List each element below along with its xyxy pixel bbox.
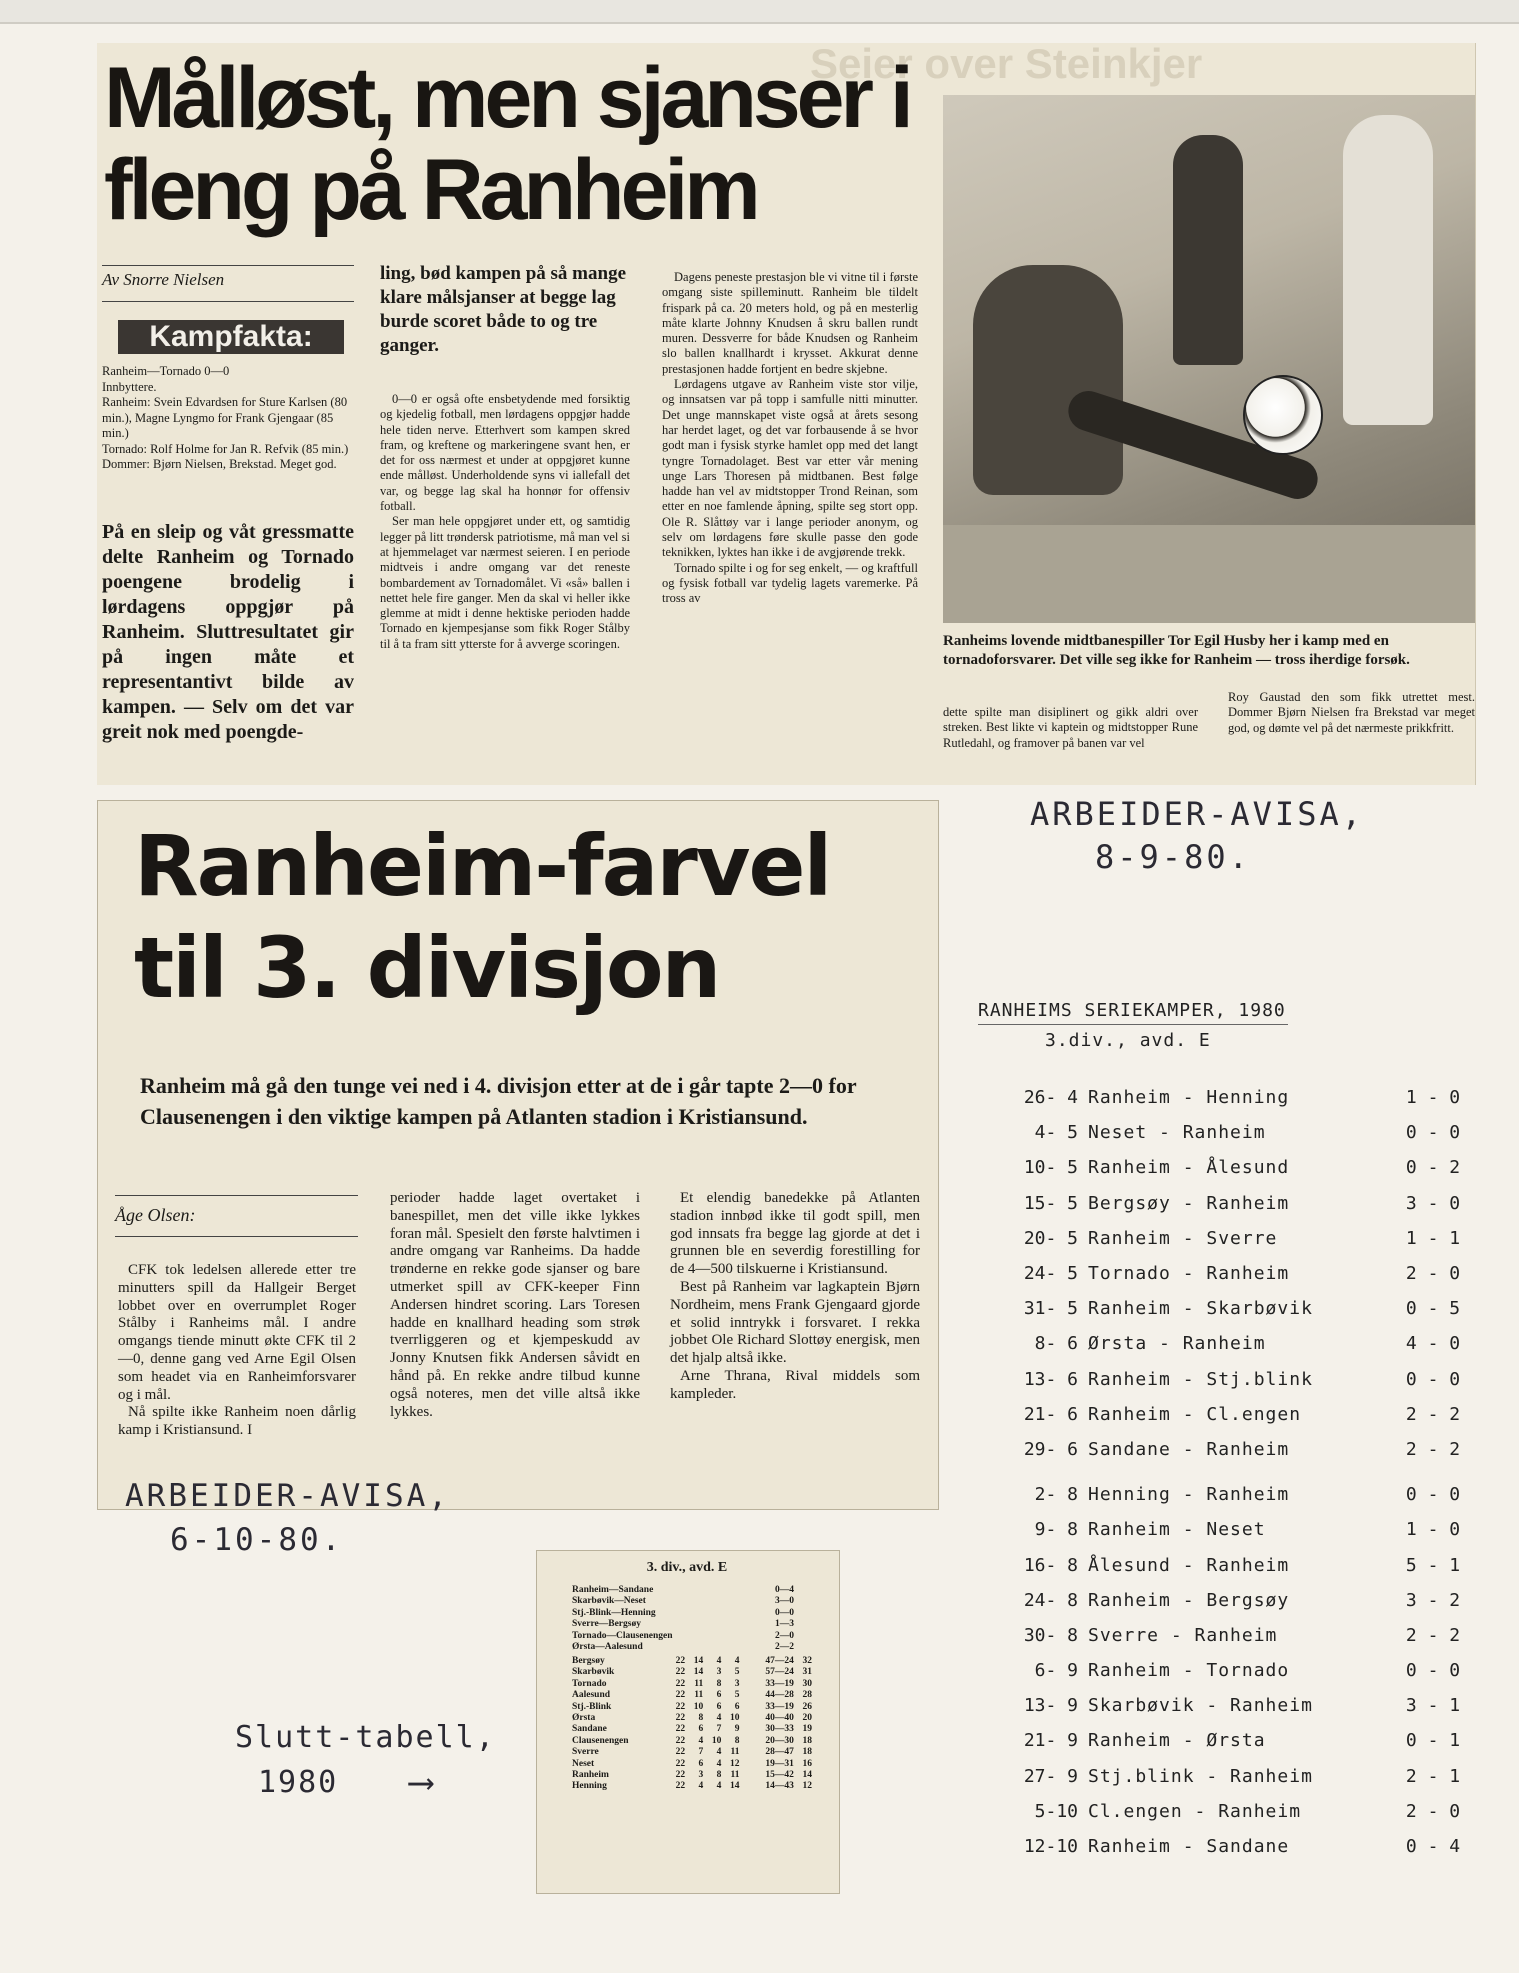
schedule-date: 30- 8 [1023, 1624, 1078, 1646]
paragraph: Dagens peneste prestasjon ble vi vitne til i første omgang siste spilleminutt. Ranheim ble tildelt frispark på ca. 20 meters hold, og på en mesterlig måte klarte Johnny Knudsen å skru ballen rundt muren. Dessverre for både Knudsen og Ranheim slo ballen knallhardt i krysset. Akkurat denne prestasjonen hadde fortjent en bedre skjebne. [662, 270, 918, 376]
standings-d: 10 [711, 1735, 722, 1746]
standings-l: 5 [734, 1690, 740, 1701]
standings-pts: 26 [802, 1701, 812, 1712]
standings-row [572, 1656, 812, 1667]
schedule-date: 27- 9 [1023, 1765, 1078, 1787]
standings-d: 4 [716, 1713, 722, 1724]
schedule-match: Ranheim - Henning [1088, 1087, 1290, 1109]
schedule-date: 4- 5 [1034, 1122, 1078, 1144]
standings-team: Aalesund [572, 1690, 611, 1701]
article-2-column-1 [118, 1262, 356, 1440]
ghost-heading: Seier over Steinkjer [810, 40, 1203, 87]
scan-top-edge [0, 0, 1519, 24]
result-row [572, 1642, 794, 1653]
schedule-match: Ranheim - Sverre [1088, 1227, 1278, 1249]
standings-team: Ørsta [572, 1713, 596, 1724]
result-row [572, 1608, 794, 1619]
schedule-date: 13- 6 [1023, 1368, 1078, 1390]
schedule-score: 1 - 1 [1405, 1227, 1461, 1249]
schedule-spacer [978, 1467, 1478, 1477]
standings-team: Sverre [572, 1747, 599, 1758]
schedule-score: 0 - 0 [1405, 1368, 1461, 1390]
score: 3—0 [775, 1596, 794, 1607]
standings-row [572, 1679, 812, 1690]
schedule-score: 3 - 2 [1405, 1589, 1461, 1611]
divider [115, 1236, 358, 1237]
photo-player-foreground [973, 265, 1123, 495]
schedule-match: Ranheim - Skarbøvik [1088, 1298, 1313, 1320]
standings-w: 6 [698, 1724, 704, 1735]
standings-pts: 12 [802, 1781, 812, 1792]
handwritten-source: ARBEIDER-AVISA, [1030, 795, 1364, 833]
standings-row [572, 1713, 812, 1724]
standings-row [572, 1724, 812, 1735]
league-table [572, 1656, 812, 1793]
schedule-row [978, 1723, 1478, 1758]
handwritten-label: Slutt-tabell, [235, 1720, 496, 1755]
schedule-date: 26- 4 [1023, 1087, 1078, 1109]
photo-player-light [1343, 115, 1433, 425]
paragraph: 0—0 er også ofte ensbetydende med forsiktig og kjedelig fotball, men lørdagens oppgjør hadde hele tiden nerve. Etterhvert som kampen skred fram, og kreftene og markeringene svant hen, er det for oss nærmest et under at oppgjøret kunne ende målløst. Underholdende syns vi iallefall det var, og begge lag skal ha honnør for offensiv fotball. [380, 392, 630, 514]
standings-l: 8 [734, 1735, 740, 1746]
kampfakta-line: Ranheim—Tornado 0—0 [102, 364, 230, 378]
schedule-score: 2 - 2 [1405, 1624, 1461, 1646]
schedule-row [978, 1477, 1478, 1512]
standings-d: 3 [716, 1667, 722, 1678]
match: Stj.-Blink—Henning [572, 1607, 656, 1618]
paragraph: Arne Thrana, Rival middels som kampleder. [670, 1367, 920, 1402]
article-1-column-2 [380, 392, 630, 652]
article-2-byline: Åge Olsen: [115, 1205, 196, 1225]
standings-goals: 33—19 [765, 1678, 794, 1689]
standings-l: 3 [734, 1678, 740, 1689]
article-2-lead: Ranheim må gå den tunge vei ned i 4. divisjon etter at de i går tapte 2—0 for Clausenengen i den viktige kampen på Atlanten stadion i Kristiansund. [140, 1073, 857, 1129]
standings-w: 4 [698, 1735, 704, 1746]
schedule-match: Ranheim - Stj.blink [1088, 1368, 1313, 1390]
schedule-date: 29- 6 [1023, 1438, 1078, 1460]
standings-l: 9 [734, 1724, 740, 1735]
kampfakta-label: Kampfakta: [118, 320, 344, 354]
divider [102, 265, 354, 266]
schedule-match: Neset - Ranheim [1088, 1122, 1266, 1144]
schedule-date: 16- 8 [1023, 1554, 1078, 1576]
schedule-score: 2 - 2 [1405, 1403, 1461, 1425]
standings-goals: 30—33 [765, 1724, 794, 1735]
standings-team: Tornado [572, 1678, 607, 1689]
standings-l: 12 [730, 1758, 740, 1769]
schedule-score: 5 - 1 [1405, 1554, 1461, 1576]
schedule-date: 2- 8 [1034, 1484, 1078, 1506]
schedule-score: 1 - 0 [1405, 1519, 1461, 1541]
schedule-row [978, 1291, 1478, 1326]
kampfakta-line: Ranheim: Svein Edvardsen for Sture Karlsen (80 min.), Magne Lyngmo for Frank Gjengaar (85 min.) [102, 395, 348, 440]
schedule-row [978, 1080, 1478, 1115]
standings-p: 22 [675, 1701, 686, 1712]
result-row [572, 1585, 794, 1596]
standings-p: 22 [675, 1747, 686, 1758]
kampfakta-line: Tornado: Rolf Holme for Jan R. Refvik (85 min.) [102, 441, 349, 456]
standings-team: Ranheim [572, 1770, 609, 1781]
paragraph: Lørdagens utgave av Ranheim viste stor vilje, og innsatsen var på topp i samfulle nitti minutter. Det unge mannskapet viste også at årets sesong har herdet laget, og det var forbausende å se hvor godt man i fysisk styrke hamlet opp med det langt tyngre Tornadolaget. Best var etter vår mening unge Lars Thoresen på midtbanen. Best følge hadde han vel av midtstopper Trond Reinan, som etter en noe famlende åpning, spilte seg stort opp. Ole R. Slåttøy var i lange perioder anonym, og selv om lørdagens føre skulle passe den gode teknikken, lyktes han ikke i de avgjørende trekk. [662, 377, 918, 560]
paragraph: CFK tok ledelsen allerede etter tre minutters spill da Hallgeir Berget lobbet over en overrumplet Roger Stålby i Ranheims mål. I andre omgangs tiende minutt økte CFK til 2—0, denne gang ved Arne Egil Olsen som headet via en Ranheimforsvarer og i mål. [118, 1262, 356, 1403]
schedule-date: 6- 9 [1034, 1660, 1078, 1682]
standings-goals: 14—43 [765, 1781, 794, 1792]
schedule-date: 13- 9 [1023, 1695, 1078, 1717]
standings-pts: 16 [802, 1758, 812, 1769]
standings-team: Neset [572, 1758, 595, 1769]
standings-pts: 28 [802, 1690, 812, 1701]
schedule-row [978, 1512, 1478, 1547]
photo-ground [943, 525, 1475, 623]
paragraph: Best på Ranheim var lagkaptein Bjørn Nordheim, mens Frank Gjengaard gjorde et solid inntrykk i forsvaret. I rekka jobbet Ole Richard Slottøy energisk, men det hjalp altså ikke. [670, 1278, 920, 1367]
standings-row [572, 1736, 812, 1747]
schedule-date: 31- 5 [1023, 1298, 1078, 1320]
kampfakta-line: Dommer: Bjørn Nielsen, Brekstad. Meget god. [102, 457, 337, 471]
standings-p: 22 [675, 1735, 686, 1746]
standings-goals: 44—28 [765, 1690, 794, 1701]
standings-w: 11 [694, 1690, 704, 1701]
schedule-score: 0 - 0 [1405, 1660, 1461, 1682]
round-results [572, 1585, 794, 1653]
standings-p: 22 [675, 1656, 686, 1666]
schedule-score: 2 - 0 [1405, 1800, 1461, 1822]
schedule-date: 20- 5 [1023, 1227, 1078, 1249]
schedule-match: Ranheim - Neset [1088, 1519, 1266, 1541]
schedule-row [978, 1256, 1478, 1291]
match: Tornado—Clausenengen [572, 1630, 673, 1641]
photo-caption: Ranheims lovende midtbanespiller Tor Egil Husby her i kamp med en tornadoforsvarer. Det ville seg ikke for Ranheim — tross iherdige forsøk. [943, 633, 1410, 668]
schedule-row [978, 1829, 1478, 1864]
standings-row [572, 1690, 812, 1701]
match: Sverre—Bergsøy [572, 1619, 641, 1630]
standings-pts: 18 [802, 1735, 812, 1746]
standings-team: Bergsøy [572, 1656, 605, 1666]
article-1-column-3 [662, 270, 918, 607]
standings-d: 8 [716, 1770, 722, 1781]
schedule-date: 21- 6 [1023, 1403, 1078, 1425]
schedule-score: 2 - 1 [1405, 1765, 1461, 1787]
schedule-match: Henning - Ranheim [1088, 1484, 1290, 1506]
standings-l: 5 [734, 1667, 740, 1678]
standings-d: 4 [716, 1781, 722, 1792]
handwritten-date: 8-9-80. [1095, 838, 1251, 876]
schedule-score: 0 - 2 [1405, 1157, 1461, 1179]
result-row [572, 1596, 794, 1607]
schedule-row [978, 1186, 1478, 1221]
standings-d: 4 [716, 1758, 722, 1769]
match: Ørsta—Aalesund [572, 1642, 643, 1653]
divider [102, 301, 354, 302]
schedule-score: 3 - 1 [1405, 1695, 1461, 1717]
schedule-score: 2 - 2 [1405, 1438, 1461, 1460]
standings-pts: 19 [802, 1724, 812, 1735]
match: Ranheim—Sandane [572, 1585, 654, 1595]
schedule-row [978, 1150, 1478, 1185]
standings-l: 4 [734, 1656, 740, 1666]
standings-l: 10 [730, 1713, 740, 1724]
schedule-row [978, 1583, 1478, 1618]
schedule-score: 0 - 5 [1405, 1298, 1461, 1320]
schedule-score: 0 - 1 [1405, 1730, 1461, 1752]
schedule-date: 8- 6 [1034, 1333, 1078, 1355]
standings-row [572, 1759, 812, 1770]
article-1-byline: Av Snorre Nielsen [102, 270, 225, 289]
article-2-column-2 [390, 1190, 640, 1421]
schedule-row [978, 1794, 1478, 1829]
schedule-date: 15- 5 [1023, 1192, 1078, 1214]
standings-d: 4 [716, 1656, 722, 1666]
schedule-match: Sverre - Ranheim [1088, 1624, 1278, 1646]
standings-team: Henning [572, 1781, 607, 1792]
handwritten-label: 1980 [258, 1765, 339, 1800]
standings-d: 7 [716, 1724, 722, 1735]
standings-team: Skarbøvik [572, 1667, 615, 1678]
standings-w: 10 [693, 1701, 704, 1712]
schedule-score: 3 - 0 [1405, 1192, 1461, 1214]
kampfakta-text [102, 364, 357, 473]
photo-player-dark [1173, 135, 1243, 365]
schedule-subtitle: 3.div., avd. E [1045, 1030, 1211, 1051]
schedule-match: Bergsøy - Ranheim [1088, 1192, 1290, 1214]
schedule-row [978, 1397, 1478, 1432]
schedule-row [978, 1618, 1478, 1653]
standings-pts: 14 [802, 1770, 812, 1781]
standings-row [572, 1702, 812, 1713]
standings-p: 22 [675, 1724, 686, 1735]
standings-p: 22 [675, 1667, 686, 1678]
result-row [572, 1619, 794, 1630]
standings-team: Sandane [572, 1724, 607, 1735]
standings-goals: 33—19 [765, 1701, 794, 1712]
standings-row [572, 1770, 812, 1781]
standings-pts: 30 [802, 1678, 812, 1689]
schedule-row [978, 1688, 1478, 1723]
article-2-headline: Ranheim-farvel til 3. divisjon [134, 817, 831, 1017]
standings-p: 22 [675, 1758, 686, 1769]
schedule-match: Sandane - Ranheim [1088, 1438, 1290, 1460]
schedule-score: 0 - 0 [1405, 1484, 1461, 1506]
standings-pts: 20 [802, 1713, 812, 1724]
schedule-table [978, 1080, 1478, 1864]
schedule-date: 24- 5 [1023, 1263, 1078, 1285]
schedule-score: 0 - 0 [1405, 1122, 1461, 1144]
schedule-row [978, 1759, 1478, 1794]
arrow-right-icon: ⟶ [410, 1762, 435, 1803]
schedule-score: 4 - 0 [1405, 1333, 1461, 1355]
article-1-column-4 [943, 705, 1198, 751]
schedule-row [978, 1362, 1478, 1397]
handwritten-source: ARBEIDER-AVISA, [125, 1478, 450, 1514]
standings-w: 3 [698, 1770, 704, 1781]
article-1-headline: Målløst, men sjanser i fleng på Ranheim [104, 50, 910, 238]
standings-w: 14 [693, 1667, 704, 1678]
schedule-row [978, 1547, 1478, 1582]
result-row [572, 1631, 794, 1642]
standings-d: 6 [716, 1690, 722, 1701]
schedule-date: 10- 5 [1023, 1157, 1078, 1179]
standings-pts: 18 [802, 1747, 812, 1758]
schedule-score: 1 - 0 [1405, 1087, 1461, 1109]
football-icon [1243, 375, 1323, 455]
standings-goals: 20—30 [765, 1735, 794, 1746]
schedule-match: Ålesund - Ranheim [1088, 1554, 1290, 1576]
standings-p: 22 [675, 1781, 686, 1792]
article-1-col2-lead: ling, bød kampen på så mange klare målsjanser at begge lag burde scoret både to og tre ganger. [380, 263, 627, 356]
standings-row [572, 1667, 812, 1678]
schedule-row [978, 1326, 1478, 1361]
schedule-title: RANHEIMS SERIEKAMPER, 1980 [978, 1000, 1286, 1021]
standings-p: 22 [675, 1713, 686, 1724]
article-1-column-5 [1228, 690, 1475, 736]
standings-p: 22 [675, 1678, 686, 1689]
schedule-row [978, 1653, 1478, 1688]
schedule-date: 5-10 [1034, 1800, 1078, 1822]
standings-goals: 19—31 [765, 1758, 794, 1769]
handwritten-date: 6-10-80. [170, 1522, 344, 1558]
schedule-row [978, 1221, 1478, 1256]
standings-p: 22 [675, 1690, 686, 1701]
schedule-match: Ranheim - Ålesund [1088, 1157, 1290, 1179]
schedule-match: Ranheim - Ørsta [1088, 1730, 1266, 1752]
standings-goals: 47—24 [765, 1656, 794, 1666]
standings-w: 11 [694, 1678, 704, 1689]
standings-d: 8 [716, 1678, 722, 1689]
match: Skarbøvik—Neset [572, 1596, 646, 1607]
standings-l: 6 [734, 1701, 740, 1712]
schedule-score: 2 - 0 [1405, 1263, 1461, 1285]
standings-d: 6 [716, 1701, 722, 1712]
title-underline [978, 1024, 1288, 1025]
schedule-row [978, 1115, 1478, 1150]
schedule-match: Tornado - Ranheim [1088, 1263, 1290, 1285]
standings-w: 8 [698, 1713, 704, 1724]
paragraph: Roy Gaustad den som fikk utrettet mest. Dommer Bjørn Nielsen fra Brekstad var meget god, og dømte vel på det nærmeste prikkfritt. [1228, 690, 1475, 735]
standings-goals: 57—24 [765, 1667, 794, 1678]
paragraph: dette spilte man disiplinert og gikk aldri over streken. Best likte vi kaptein og midtstopper Rune Rutledahl, og framover på banen var vel [943, 705, 1198, 750]
paragraph: perioder hadde laget overtaket i banespillet, men det ville ikke lykkes foran mål. Spesielt den første halvtimen i andre omgang var Ranheims. Da hadde trønderne en rekke gode sjanser og bare utmerket spill av CFK-keeper Finn Andersen hindret scoring. Lars Toresen hadde en knallhard heading som strøk tverrliggeren og et kjempeskudd av Jonny Knutsen fikk Andersen såvidt en hånd på. En rekke andre tilbud kunne også noteres, men det ville altså ikke lykkes. [390, 1190, 640, 1420]
schedule-match: Cl.engen - Ranheim [1088, 1800, 1302, 1822]
standings-l: 14 [730, 1781, 740, 1792]
paragraph: Ser man hele oppgjøret under ett, og samtidig legger på litt trøndersk patriotisme, må man vel si at hjemmelaget var nærmest seieren. I en periode midtveis i andre omgang var det reneste bombardement av Tornadomålet. Vi «så» ballen i nettet hele fire ganger. Men da skal vi heller ikke glemme at midt i denne hektiske perioden hadde Tornado en kjempesjanse som fikk Roger Stålby til å ta fram sitt ytterste for å avverge scoringen. [380, 514, 630, 651]
schedule-match: Ranheim - Bergsøy [1088, 1589, 1290, 1611]
schedule-row [978, 1432, 1478, 1467]
paragraph: Tornado spilte i og for seg enkelt, — og kraftfull og fysisk fotball var tydelig lagets varemerke. På tross av [662, 560, 918, 606]
schedule-match: Ranheim - Sandane [1088, 1836, 1290, 1858]
standings-goals: 40—40 [765, 1713, 794, 1724]
standings-w: 14 [693, 1656, 704, 1666]
standings-d: 4 [716, 1747, 722, 1758]
schedule-date: 21- 9 [1023, 1730, 1078, 1752]
standings-w: 4 [698, 1781, 704, 1792]
paragraph: Et elendig banedekke på Atlanten stadion innbød ikke til godt spill, men god innsats fra begge lag gjorde at det i grunnen ble en severdig forestilling for de 4—500 tilskuerne i Kristiansund. [670, 1190, 920, 1278]
article-2-column-3 [670, 1190, 920, 1404]
score: 2—2 [775, 1642, 794, 1653]
kampfakta-line: Innbyttere. [102, 379, 157, 394]
standings-team: Stj.-Blink [572, 1701, 612, 1712]
score: 1—3 [775, 1619, 794, 1630]
standings-title: 3. div., avd. E [646, 1560, 728, 1575]
schedule-date: 24- 8 [1023, 1589, 1078, 1611]
schedule-match: Ørsta - Ranheim [1088, 1333, 1266, 1355]
standings-team: Clausenengen [572, 1735, 629, 1746]
standings-pts: 32 [802, 1656, 812, 1666]
schedule-score: 0 - 4 [1405, 1836, 1461, 1858]
football-photo [943, 95, 1475, 623]
schedule-date: 9- 8 [1034, 1519, 1078, 1541]
standings-pts: 31 [802, 1667, 812, 1678]
standings-w: 6 [698, 1758, 704, 1769]
standings-l: 11 [730, 1747, 740, 1758]
standings-w: 7 [698, 1747, 704, 1758]
standings-goals: 15—42 [765, 1770, 794, 1781]
score: 2—0 [775, 1630, 794, 1641]
score: 0—4 [775, 1585, 794, 1595]
standings-row [572, 1781, 812, 1792]
article-1-lead: På en sleip og våt gressmatte delte Ranheim og Tornado poengene brodelig i lørdagens oppgjør på Ranheim. Sluttresultatet gir på ingen måte et representantivt bilde av kampen. — Selv om det var greit nok med poengde- [102, 521, 354, 743]
standings-row [572, 1747, 812, 1758]
standings-l: 11 [730, 1770, 740, 1781]
divider [115, 1195, 358, 1196]
standings-goals: 28—47 [765, 1747, 794, 1758]
schedule-match: Stj.blink - Ranheim [1088, 1765, 1313, 1787]
paragraph: Nå spilte ikke Ranheim noen dårlig kamp i Kristiansund. I [118, 1404, 356, 1439]
score: 0—0 [775, 1607, 794, 1618]
schedule-date: 12-10 [1023, 1836, 1078, 1858]
schedule-match: Ranheim - Cl.engen [1088, 1403, 1302, 1425]
schedule-match: Ranheim - Tornado [1088, 1660, 1290, 1682]
standings-p: 22 [675, 1770, 686, 1781]
schedule-match: Skarbøvik - Ranheim [1088, 1695, 1313, 1717]
